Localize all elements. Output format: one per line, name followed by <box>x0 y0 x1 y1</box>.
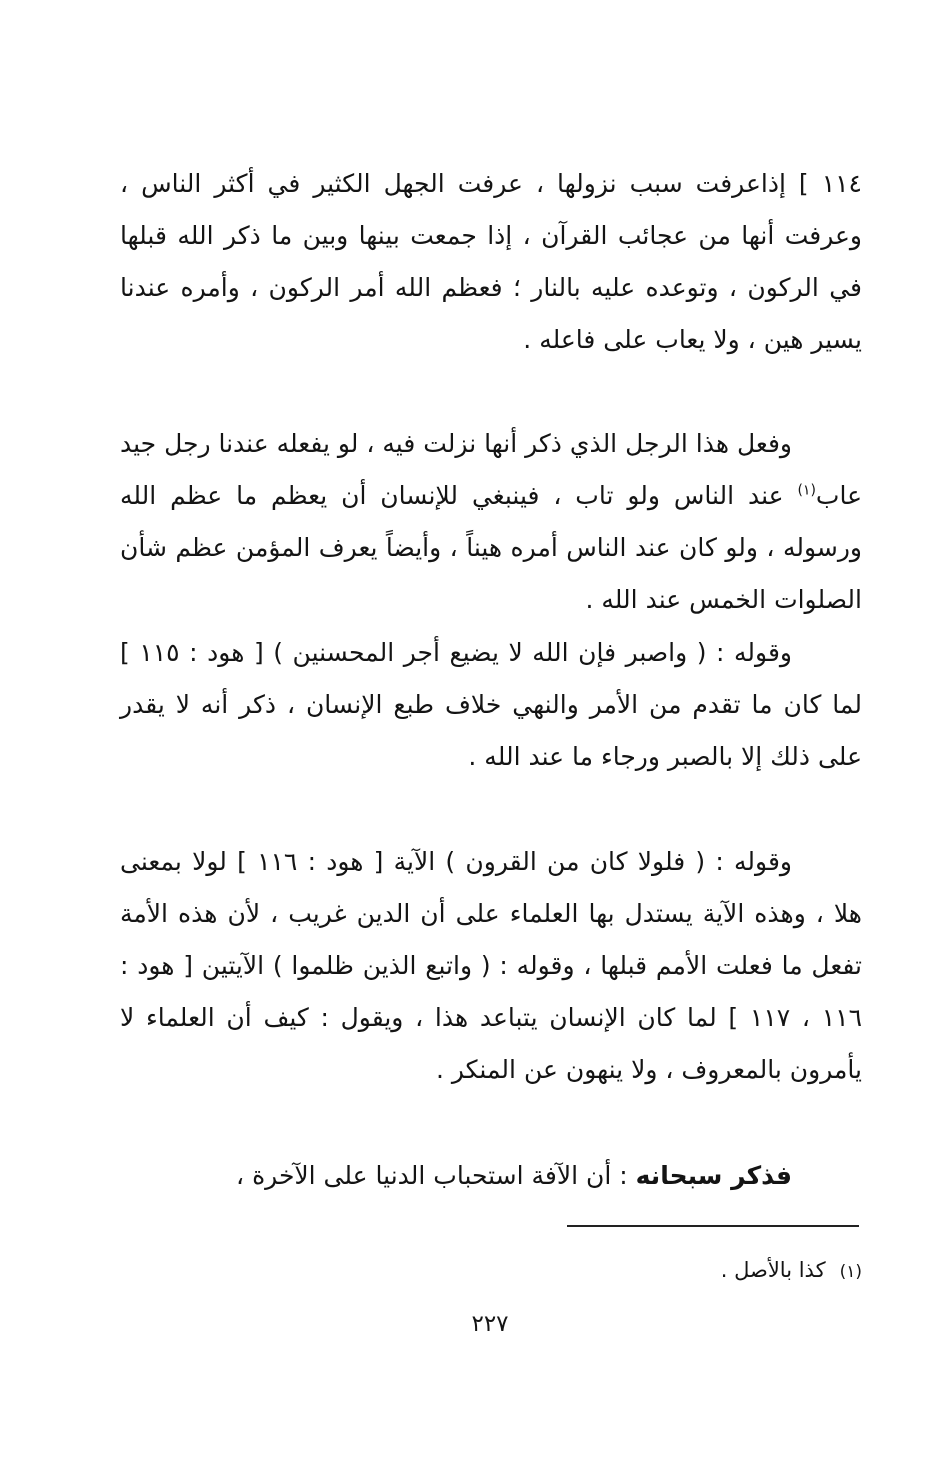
paragraph-5 <box>120 1150 862 1202</box>
footnote-reference[interactable]: (١) <box>797 482 816 499</box>
footnote-separator <box>567 1225 859 1227</box>
paragraph-1: ١١٤ ] إذاعرفت سبب نزولها ، عرفت الجهل الكثير في أكثر الناس ، وعرفت أنها من عجائب القرآن ، إذا جمعت بينها وبين ما ذكر الله قبلها في الركون ، وتوعده عليه بالنار ؛ فعظم الله أمر الركون ، وأمره عندنا يسير هين ، ولا يعاب على فاعله . <box>120 169 862 354</box>
paragraph-2 <box>120 418 862 626</box>
paragraph-4: وقوله : ( فلولا كان من القرون ) الآية [ هود : ١١٦ ] لولا بمعنى هلا ، وهذه الآية يستدل بها العلماء على أن الدين غريب ، لأن هذه الأمة تفعل ما فعلت الأمم قبلها ، وقوله : ( واتبع الذين ظلموا ) الآيتين [ هود : ١١٦ ، ١١٧ ] لما كان الإنسان يتباعد هذا ، ويقول : كيف أن العلماء لا يأمرون بالمعروف ، ولا ينهون عن المنكر . <box>120 847 863 1084</box>
paragraph-5-text: : أن الآفة استحباب الدنيا على الآخرة ، <box>236 1161 636 1190</box>
paragraph-5-bold-lead: فذكر سبحانه <box>635 1161 792 1190</box>
paragraph-2-text-a: وفعل هذا الرجل الذي ذكر أنها نزلت فيه ، لو يفعله عندنا رجل جيد عاب <box>120 429 862 510</box>
paragraph-2-text-b: عند الناس ولو تاب ، فينبغي للإنسان أن يعظم ما عظم الله ورسوله ، ولو كان عند الناس أمره هيناً ، وأيضاً يعرف المؤمن عظم شأن الصلوات الخمس عند الله . <box>120 481 862 614</box>
footnote-marker: (١) <box>839 1262 862 1282</box>
footnote <box>560 1253 862 1289</box>
paragraph-3: وقوله : ( واصبر فإن الله لا يضيع أجر المحسنين ) [ هود : ١١٥ ] لما كان ما تقدم من الأمر والنهي خلاف طبع الإنسان ، ذكر أنه لا يقدر على ذلك إلا بالصبر ورجاء ما عند الله . <box>120 638 862 771</box>
footnote-text: كذا بالأصل . <box>720 1258 826 1282</box>
page-number: ٢٢٧ <box>471 1311 509 1337</box>
